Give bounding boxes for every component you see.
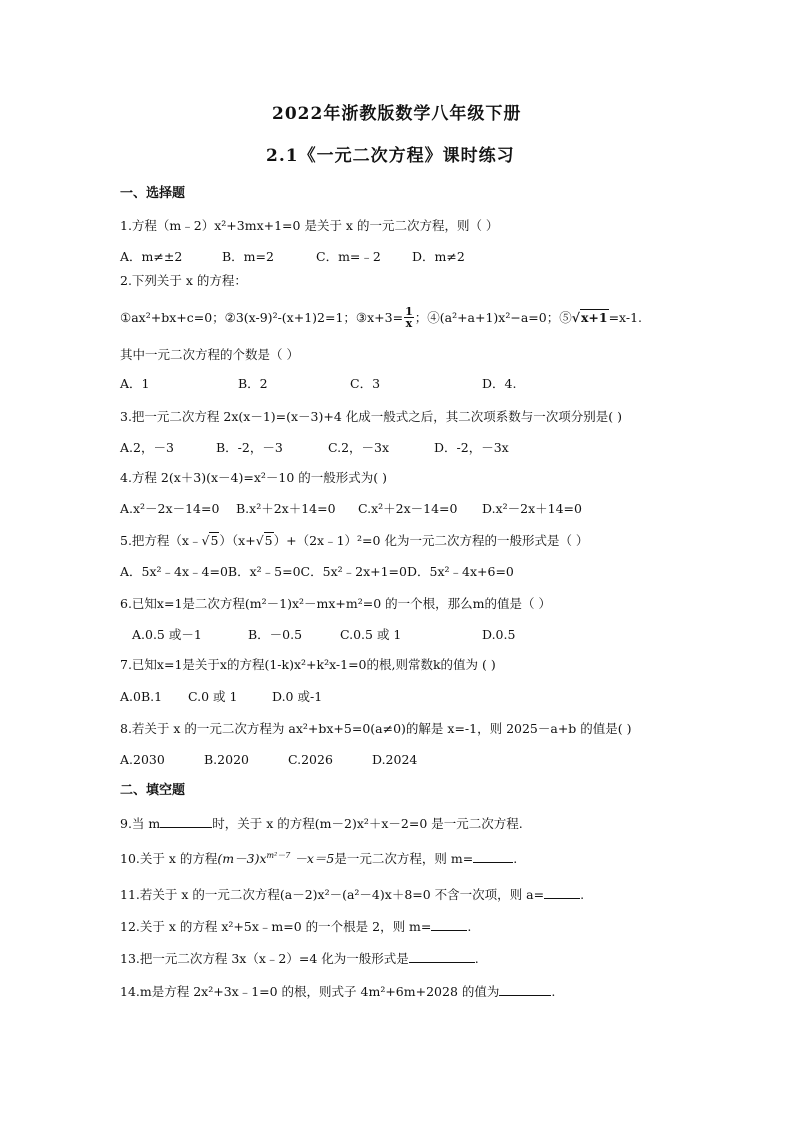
worksheet-subtitle: 2.1《一元二次方程》课时练习 (266, 146, 515, 166)
question-10 (120, 850, 517, 867)
question-5-stem-b: ）（x+ (219, 533, 256, 548)
question-9 (120, 815, 523, 832)
question-12-text-a: 12.关于 x 的方程 x²+5x﹣m=0 的一个根是 2，则 m= (120, 919, 432, 934)
question-10-expr-base: (m－3)x (217, 851, 267, 866)
question-12 (120, 918, 471, 935)
question-6-option-d: D.0.5 (482, 627, 516, 642)
question-10-exponent: m²－7 (266, 850, 291, 860)
question-8-option-a: A.2030 (120, 752, 165, 767)
question-4-stem: 4.方程 2(x＋3)(x－4)=x²－10 的一般形式为( ) (120, 470, 388, 485)
question-4-option-b: B.x²＋2x＋14=0 (236, 501, 336, 516)
question-13 (120, 950, 479, 967)
fraction-one-over-x (404, 306, 414, 329)
question-10-expression (217, 851, 334, 866)
question-10-expr-rest: －x＝5 (290, 851, 335, 866)
question-3-option-c: C.2，－3x (328, 440, 390, 455)
question-5-options: A．5x²﹣4x﹣4=0B．x²﹣5=0C．5x²﹣2x+1=0D．5x²﹣4x+6=0 (120, 564, 514, 579)
question-6-stem: 6.已知x=1是二次方程(m²－1)x²－mx+m²=0 的一个根，那么m的值是（ ） (120, 596, 552, 611)
sqrt-five-second (256, 532, 274, 549)
question-3-option-d: D．-2，－3x (434, 440, 509, 455)
section-heading-fill: 二、填空题 (120, 783, 186, 798)
question-12-text-b: . (467, 919, 472, 934)
worksheet-title: 2022年浙教版数学八年级下册 (272, 104, 522, 124)
answer-blank[interactable] (409, 950, 475, 963)
question-8-option-c: C.2026 (288, 752, 333, 767)
question-14 (120, 983, 555, 1000)
question-13-text-b: . (474, 951, 479, 966)
question-1-option-d: D．m≠2 (412, 249, 465, 264)
question-2-option-b: B．2 (238, 376, 268, 391)
question-6-option-b: B．－0.5 (248, 627, 303, 642)
question-1-option-b: B．m=2 (222, 249, 274, 264)
question-3-stem: 3.把一元二次方程 2x(x－1)=(x－3)+4 化成一般式之后，其二次项系数与一次项分别是( ) (120, 409, 623, 424)
question-7-stem: 7.已知x=1是关于x的方程(1-k)x²+k²x-1=0的根,则常数k的值为 ( ) (120, 657, 496, 672)
question-7-option-d: D.0 或-1 (272, 689, 323, 704)
fraction-denominator: x (405, 317, 413, 330)
question-4-option-a: A.x²－2x－14=0 (120, 501, 220, 516)
question-14-text-a: 14.m是方程 2x²+3x﹣1=0 的根，则式子 4m²+6m+2028 的值为 (120, 984, 500, 999)
answer-blank[interactable] (499, 983, 551, 996)
question-2-stem: 2.下列关于 x 的方程： (120, 273, 247, 288)
section-heading-choice: 一、选择题 (120, 186, 186, 201)
question-5-stem-c: ）+（2x﹣1）²=0 化为一元二次方程的一般形式是（ ） (273, 533, 589, 548)
question-2-subquestion: 其中一元二次方程的个数是（ ） (120, 347, 299, 362)
question-14-text-b: . (551, 984, 556, 999)
question-5-stem (120, 532, 588, 549)
sqrt-radicand: x+1 (580, 310, 608, 325)
sqrt-five-first (201, 532, 219, 549)
question-8-option-d: D.2024 (372, 752, 418, 767)
answer-blank[interactable] (544, 886, 580, 899)
question-2-eq-part2: ；④(a²+a+1)x²−a=0；⑤ (414, 309, 572, 325)
question-7-option-a: A.0B.1 (120, 689, 163, 704)
question-2-option-c: C．3 (350, 376, 381, 391)
question-2-eq-part1: ①ax²+bx+c=0；②3(x-9)²-(x+1)2=1；③x+3= (120, 309, 404, 325)
question-1-option-c: C．m=﹣2 (316, 249, 381, 264)
question-8-option-b: B.2020 (204, 752, 249, 767)
question-13-text-a: 13.把一元二次方程 3x（x﹣2）=4 化为一般形式是 (120, 951, 409, 966)
question-2-equations (120, 306, 642, 329)
question-8-stem: 8.若关于 x 的一元二次方程为 ax²+bx+5=0(a≠0)的解是 x=-1，则 2025－a+b 的值是( ) (120, 721, 632, 736)
question-10-text-c: . (513, 851, 518, 866)
question-11-text-b: . (580, 887, 585, 902)
question-2-option-d: D．4. (482, 376, 517, 391)
question-6-option-c: C.0.5 或 1 (340, 627, 402, 642)
question-9-text-b: 时，关于 x 的方程(m－2)x²＋x－2=0 是一元二次方程. (212, 816, 523, 831)
sqrt-radicand: 5 (264, 533, 273, 548)
question-4-option-d: D.x²－2x＋14=0 (482, 501, 582, 516)
question-3-option-a: A.2，－3 (120, 440, 174, 455)
question-10-text-a: 10.关于 x 的方程 (120, 851, 218, 866)
question-6-option-a: A.0.5 或－1 (132, 627, 202, 642)
answer-blank[interactable] (160, 815, 212, 828)
question-2-option-a: A．1 (120, 376, 150, 391)
question-2-eq-part3: =x-1. (608, 309, 643, 325)
question-11 (120, 886, 584, 903)
question-10-text-b: 是一元二次方程，则 m= (334, 851, 474, 866)
question-4-option-c: C.x²＋2x－14=0 (358, 501, 458, 516)
answer-blank[interactable] (473, 850, 513, 863)
question-7-option-c: C.0 或 1 (188, 689, 238, 704)
sqrt-icon: √ (571, 310, 580, 325)
question-5-stem-a: 5.把方程（x﹣ (120, 533, 202, 548)
answer-blank[interactable] (431, 918, 467, 931)
question-1-option-a: A．m≠±2 (120, 249, 183, 264)
fraction-numerator: 1 (405, 305, 413, 318)
question-11-text-a: 11.若关于 x 的一元二次方程(a－2)x²－(a²－4)x＋8=0 不含一次项，则 a= (120, 887, 545, 902)
question-1-stem: 1.方程（m﹣2）x²+3mx+1=0 是关于 x 的一元二次方程，则（ ） (120, 218, 499, 233)
question-3-option-b: B．-2，－3 (216, 440, 283, 455)
sqrt-radicand: 5 (210, 533, 219, 548)
sqrt-icon: √ (255, 533, 264, 548)
sqrt-icon: √ (201, 533, 210, 548)
sqrt-expression (572, 309, 609, 326)
question-9-text-a: 9.当 m (120, 816, 161, 831)
